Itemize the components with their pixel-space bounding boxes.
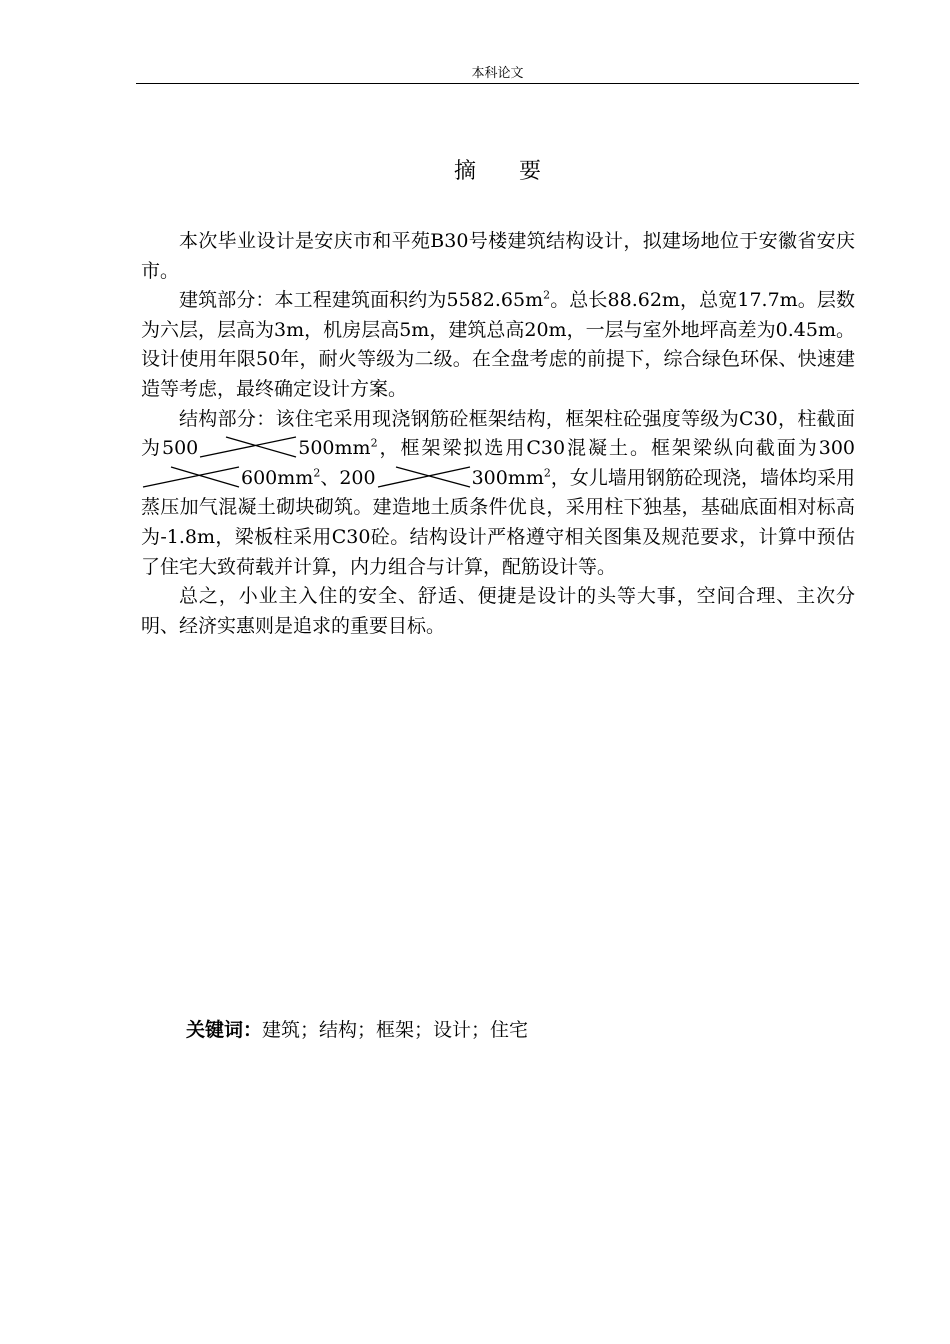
struct-text-3: ，框架梁拟选用C30混凝土。框架梁纵向截面为300 [377,437,856,460]
paragraph-structure [141,405,855,583]
struct-superscript-2: 2 [313,466,321,480]
keywords-label: 关键词： [186,1019,263,1041]
abstract-title: 摘 要 [454,159,559,184]
struct-superscript-1: 2 [370,436,378,450]
struct-text-5: 、200 [320,466,376,489]
keywords-value: 建筑；结构；框架；设计；住宅 [262,1019,529,1041]
page-header: 本科论文 [471,66,524,81]
struct-text-6: 300mm [471,466,544,489]
arch-text-2: 。总长88.62m，总宽17.7m。层数为六层，层高为3m，机房层高5m，建筑总高20m，一层与室外地坪高差为0.45m。设计使用年限50年，耐火等级为二级。在全盘考虑的前提下，综合绿色环保、快速建造等考虑，最终确定设计方案。 [141,289,856,400]
multiply-cross-3 [376,465,472,489]
struct-superscript-3: 2 [543,466,551,480]
struct-text-7: ，女儿墙用钢筋砼现浇，墙体均采用蒸压加气混凝土砌块砌筑。建造地土质条件优良，采用柱下独基，基础底面相对标高为-1.8m，梁板柱采用C30砼。结构设计严格遵守相关图集及规范要求，计算中预估了住宅大致荷载并计算，内力组合与计算，配筋设计等。 [141,466,855,578]
paragraph-intro: 本次毕业设计是安庆市和平苑B30号楼建筑结构设计，拟建场地位于安徽省安庆市。 [141,230,855,282]
paragraph-architecture [141,286,855,404]
arch-text-1: 建筑部分：本工程建筑面积约为5582.65m [179,289,544,312]
header-rule [136,83,859,84]
arch-superscript: 2 [543,288,551,302]
paragraph-conclusion: 总之，小业主入住的安全、舒适、便捷是设计的头等大事，空间合理、主次分明、经济实惠则是追求的重要目标。 [141,585,855,637]
multiply-cross-1 [198,435,298,459]
struct-text-1: 结构部分：该住宅采用现浇钢筋砼框架结构，框架柱砼强度等级为C30，柱截面为500 [141,407,855,460]
struct-text-2: 500mm [298,437,371,460]
keywords-line [186,1016,528,1044]
struct-text-4: 600mm [241,466,314,489]
multiply-cross-2 [141,465,241,489]
abstract-body [141,227,855,641]
